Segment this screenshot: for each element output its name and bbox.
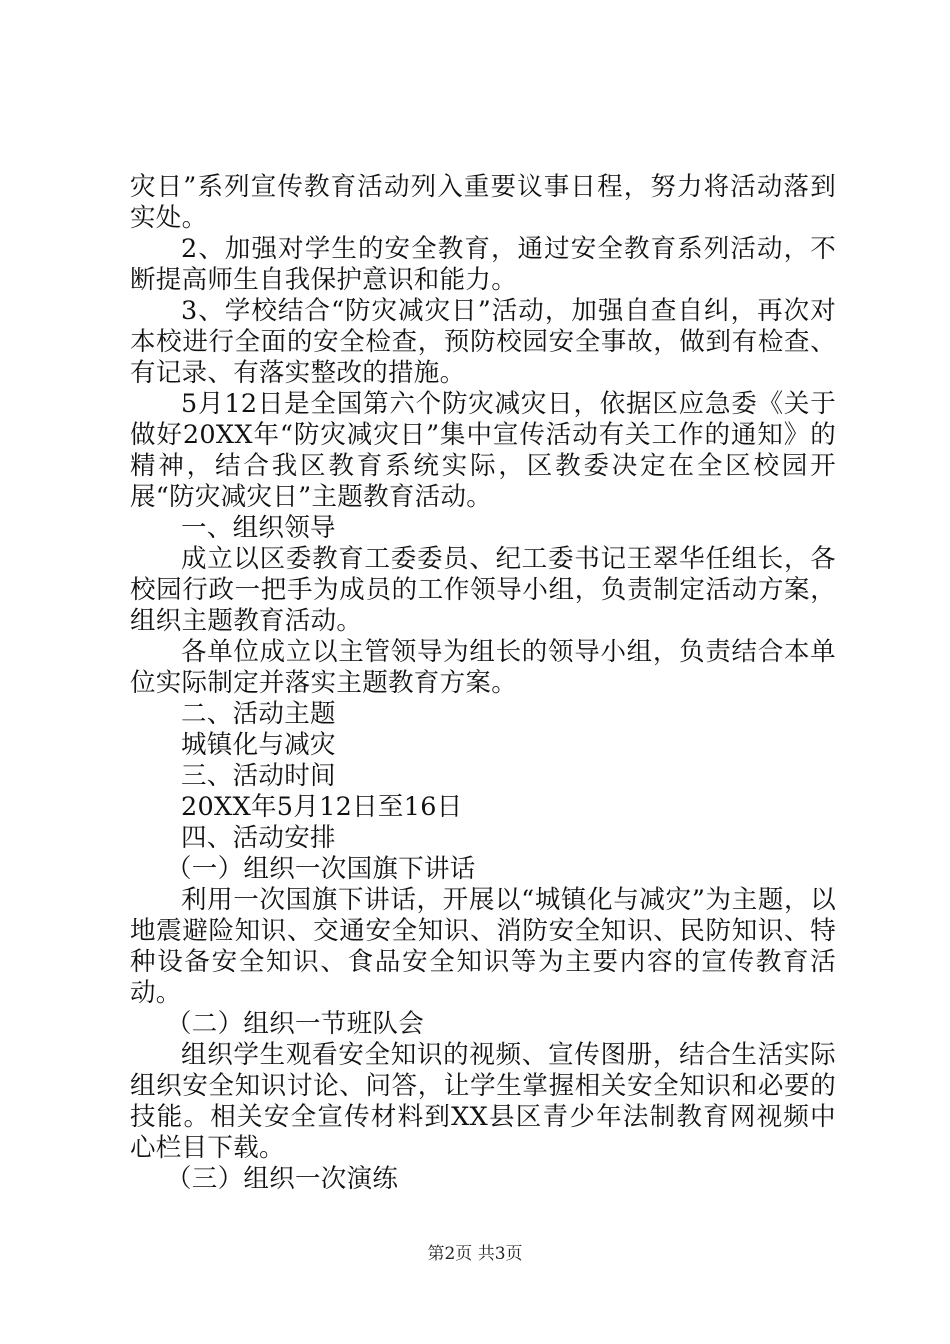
paragraph-item-3: 3、学校结合“防灾减灾日”活动，加强自查自纠，再次对本校进行全面的安全检查，预防校园安全事故，做到有检查、有记录、有落实整改的措施。 xyxy=(130,296,836,388)
section-heading-theme: 二、活动主题 xyxy=(181,699,336,729)
section-heading-arrangement: 四、活动安排 xyxy=(181,823,336,853)
section-heading-time: 三、活动时间 xyxy=(181,761,336,791)
paragraph-class-meeting: 组织学生观看安全知识的视频、宣传图册，结合生活实际组织安全知识讨论、问答，让学生掌握相关安全知识和必要的技能。相关安全宣传材料到XX县区青少年法制教育网视频中心栏目下载。 xyxy=(130,1040,836,1163)
document-body xyxy=(130,172,836,1195)
paragraph-item-2: 2、加强对学生的安全教育，通过安全教育系列活动，不断提高师生自我保护意识和能力。 xyxy=(130,234,836,295)
subheading-flag-speech: （一）组织一次国旗下讲话 xyxy=(166,854,476,884)
paragraph-leadership-group: 成立以区委教育工委委员、纪工委书记王翠华任组长，各校园行政一把手为成员的工作领导小组，负责制定活动方案，组织主题教育活动。 xyxy=(130,544,836,636)
paragraph-continuation: 灾日”系列宣传教育活动列入重要议事日程，努力将活动落到实处。 xyxy=(130,172,836,233)
subheading-class-meeting: （二）组织一节班队会 xyxy=(166,1009,425,1039)
page-footer: 第2页 共3页 xyxy=(427,1244,523,1264)
paragraph-time: 20XX年5月12日至16日 xyxy=(181,792,463,822)
section-heading-organization: 一、组织领导 xyxy=(181,513,336,543)
paragraph-theme: 城镇化与减灾 xyxy=(181,730,336,760)
paragraph-unit-groups: 各单位成立以主管领导为组长的领导小组，负责结合本单位实际制定并落实主题教育方案。 xyxy=(130,637,836,698)
paragraph-flag-speech: 利用一次国旗下讲话，开展以“城镇化与减灾”为主题，以地震避险知识、交通安全知识、消防安全知识、民防知识、特种设备安全知识、食品安全知识等为主要内容的宣传教育活动。 xyxy=(130,885,836,1008)
paragraph-intro: 5月12日是全国第六个防灾减灾日，依据区应急委《关于做好20XX年“防灾减灾日”集中宣传活动有关工作的通知》的精神，结合我区教育系统实际，区教委决定在全区校园开展“防灾减灾日”主题教育活动。 xyxy=(130,389,836,512)
subheading-drill: （三）组织一次演练 xyxy=(166,1164,399,1194)
